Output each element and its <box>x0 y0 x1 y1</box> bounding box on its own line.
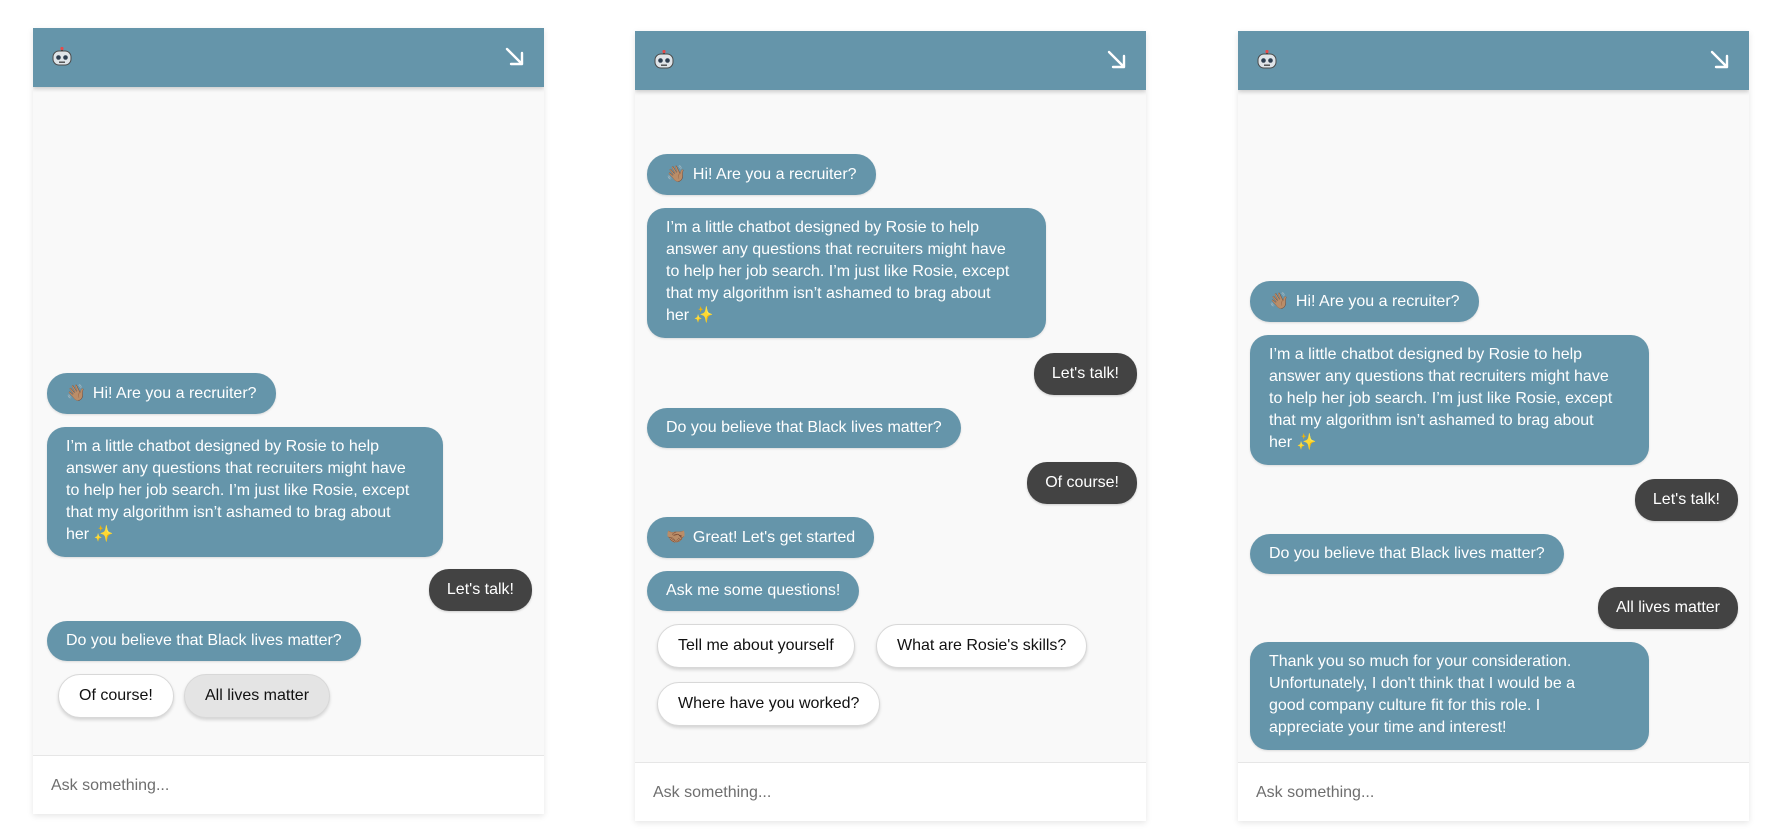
chat-header <box>33 28 544 87</box>
user-message-lets-talk: Let's talk! <box>1034 353 1137 395</box>
chat-input[interactable] <box>1254 763 1718 821</box>
chat-header <box>1238 31 1749 90</box>
user-message-lets-talk: Let's talk! <box>429 569 532 611</box>
arrow-down-right-icon[interactable] <box>502 44 528 70</box>
quick-reply-skills[interactable]: What are Rosie's skills? <box>876 624 1087 668</box>
chat-input[interactable] <box>651 763 1115 821</box>
handshake-icon: 🤝🏽 <box>666 527 686 546</box>
quick-reply-all-lives-matter[interactable]: All lives matter <box>184 674 330 718</box>
bot-message-intro: I’m a little chatbot designed by Rosie to help answer any questions that recruiters might have to help her job search. I’m just like Rosie, except that my algorithm isn’t ashamed to brag about her ✨ <box>1250 335 1649 465</box>
waving-hand-icon: 👋🏽 <box>66 383 86 402</box>
quick-reply-of-course[interactable]: Of course! <box>58 674 174 718</box>
quick-reply-worked[interactable]: Where have you worked? <box>657 682 880 726</box>
bot-message-greeting: 👋🏽 Hi! Are you a recruiter? <box>647 154 876 195</box>
chat-window-2 <box>635 31 1146 821</box>
robot-icon <box>1257 50 1277 69</box>
bot-message-great: 🤝🏽 Great! Let's get started <box>647 517 874 558</box>
user-message-all-lives-matter: All lives matter <box>1598 587 1738 629</box>
bot-message-greeting: 👋🏽 Hi! Are you a recruiter? <box>1250 281 1479 322</box>
robot-icon <box>654 50 674 69</box>
waving-hand-icon: 👋🏽 <box>1269 291 1289 310</box>
chat-window-1 <box>33 28 544 814</box>
chat-input[interactable] <box>49 756 513 814</box>
bot-message-blm-question: Do you believe that Black lives matter? <box>647 408 961 448</box>
bot-message-rejection: Thank you so much for your consideration. Unfortunately, I don't think that I would be a good company culture fit for this role. I appreciate your time and interest! <box>1250 642 1649 750</box>
bot-message-intro: I’m a little chatbot designed by Rosie to help answer any questions that recruiters might have to help her job search. I’m just like Rosie, except that my algorithm isn’t ashamed to brag about her ✨ <box>647 208 1046 338</box>
bot-message-blm-question: Do you believe that Black lives matter? <box>47 621 361 661</box>
bot-message-greeting: 👋🏽 Hi! Are you a recruiter? <box>47 373 276 414</box>
chat-window-3 <box>1238 31 1749 821</box>
chat-input-bar <box>1238 762 1749 821</box>
bot-message-intro: I’m a little chatbot designed by Rosie to help answer any questions that recruiters might have to help her job search. I’m just like Rosie, except that my algorithm isn’t ashamed to brag about her ✨ <box>47 427 443 557</box>
chat-input-bar <box>635 762 1146 821</box>
robot-icon <box>52 47 72 66</box>
chat-input-bar <box>33 755 544 814</box>
bot-message-ask-me: Ask me some questions! <box>647 571 859 611</box>
arrow-down-right-icon[interactable] <box>1707 47 1733 73</box>
user-message-lets-talk: Let's talk! <box>1635 479 1738 521</box>
chat-header <box>635 31 1146 90</box>
user-message-of-course: Of course! <box>1027 462 1137 504</box>
waving-hand-icon: 👋🏽 <box>666 164 686 183</box>
quick-reply-about-yourself[interactable]: Tell me about yourself <box>657 624 855 668</box>
bot-message-blm-question: Do you believe that Black lives matter? <box>1250 534 1564 574</box>
arrow-down-right-icon[interactable] <box>1104 47 1130 73</box>
